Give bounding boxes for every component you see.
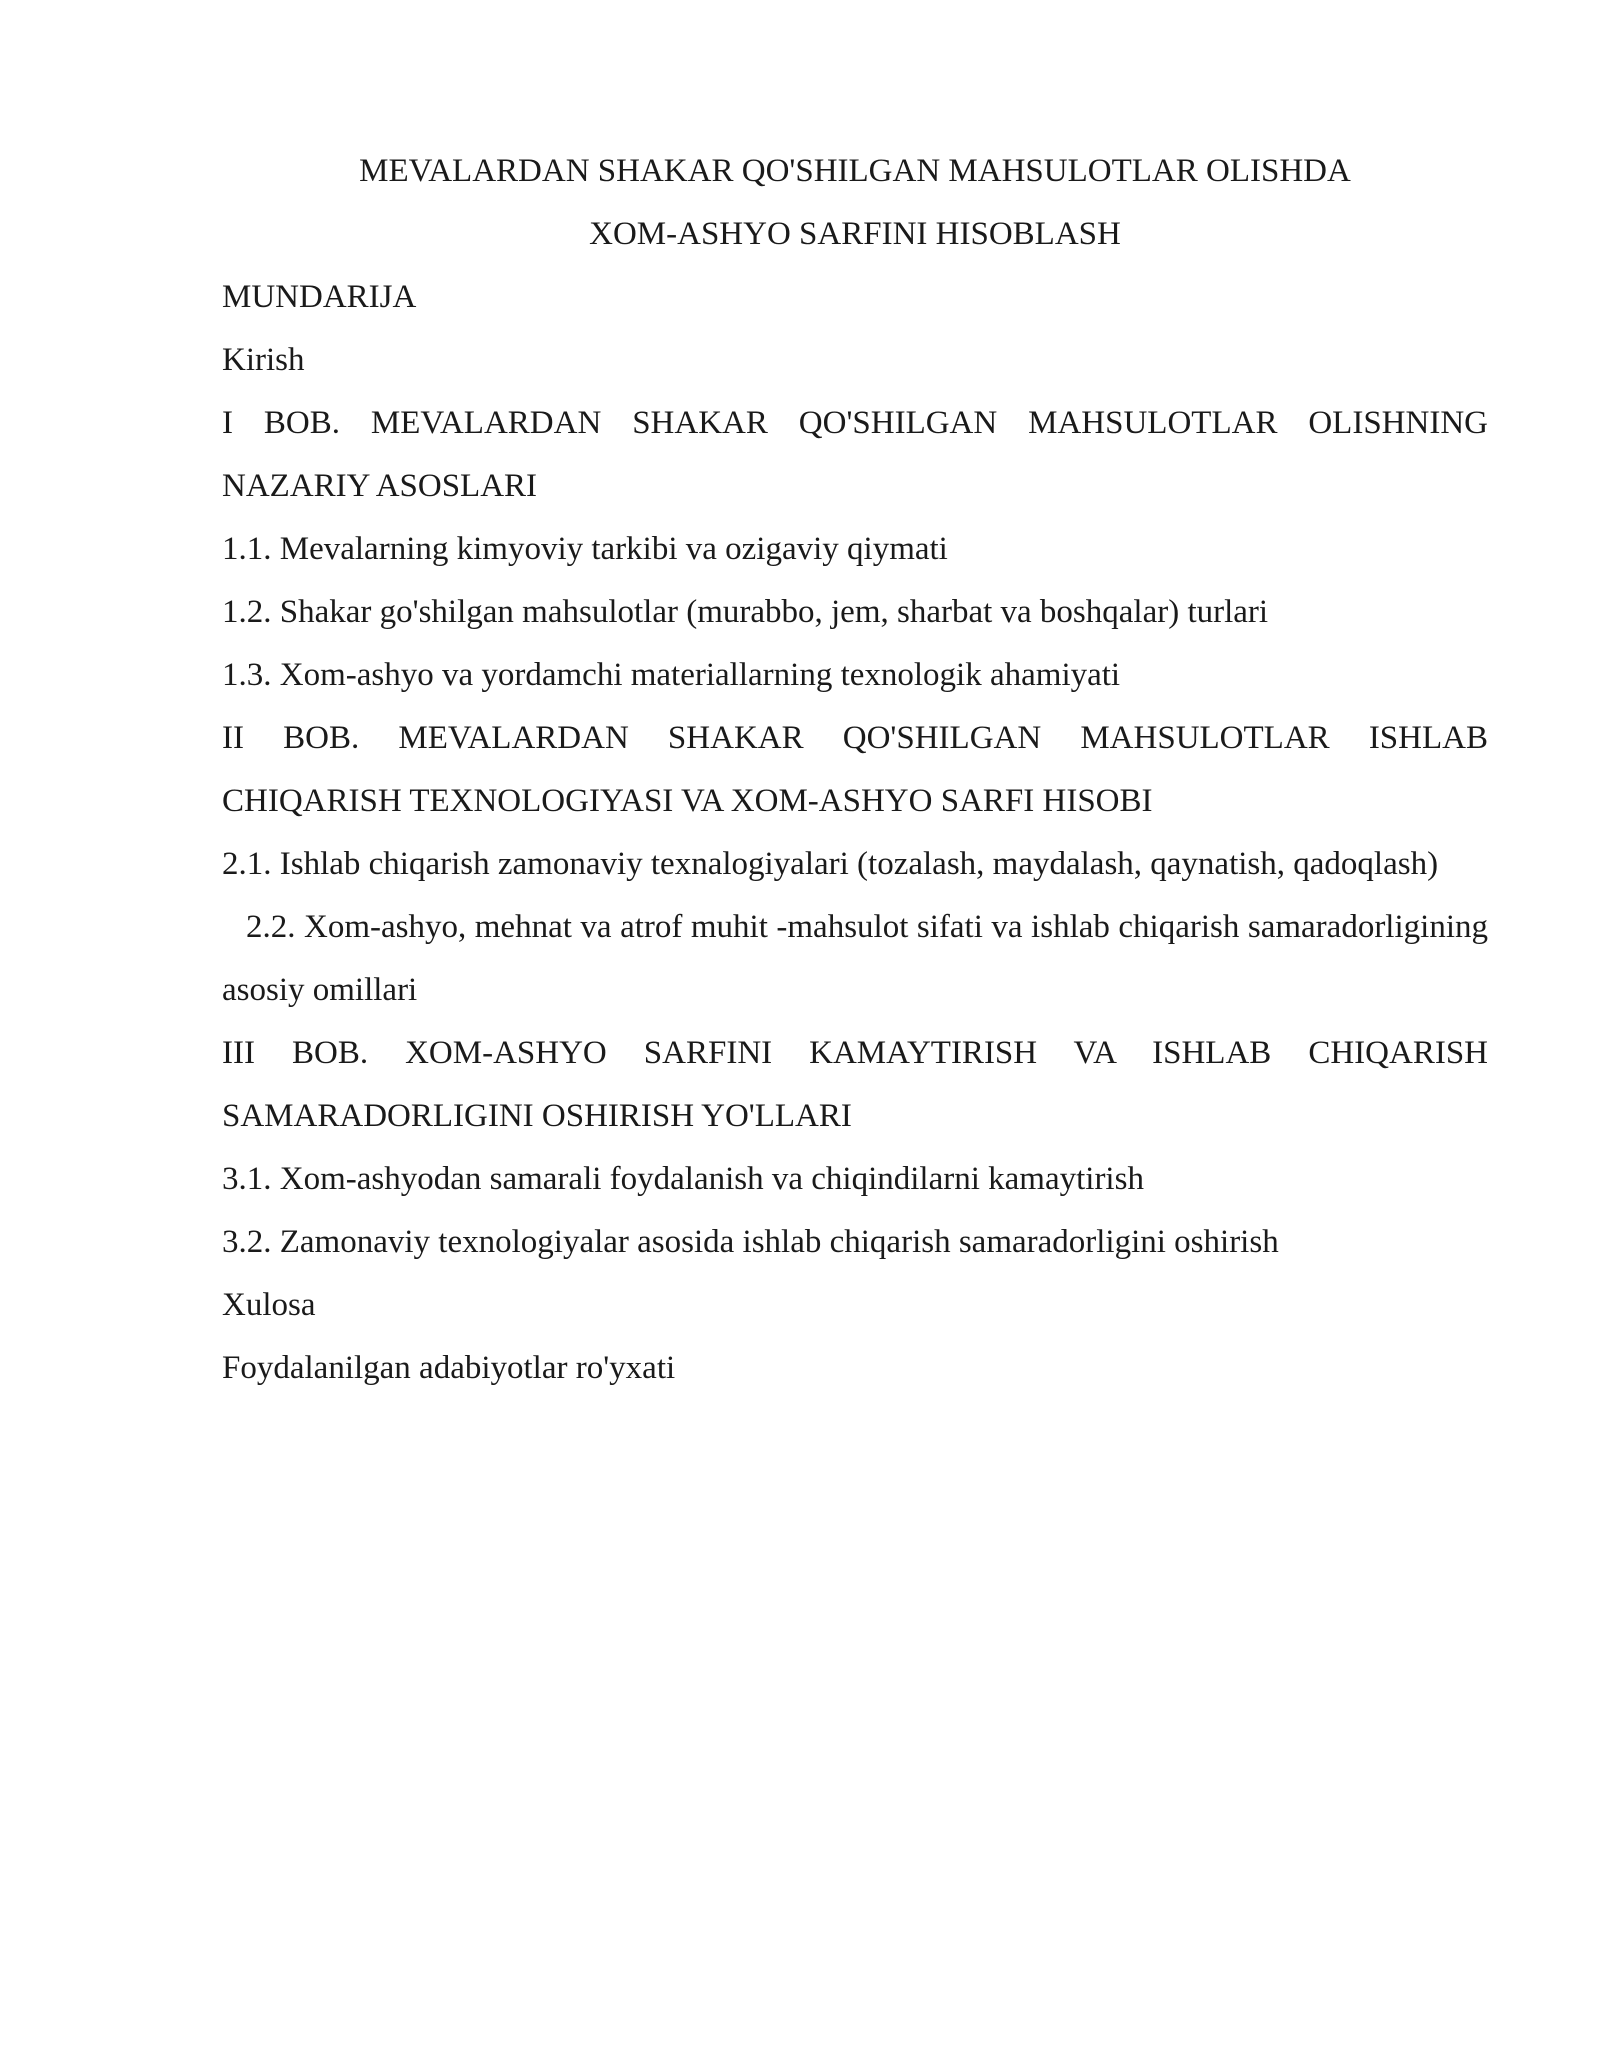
toc-entry-section-3-2: 3.2. Zamonaviy texnologiyalar asosida ishlab chiqarish samaradorligini oshirish [222,1224,1279,1260]
toc-entry-section-1-1: 1.1. Mevalarning kimyoviy tarkibi va ozigaviy qiymati [222,531,948,567]
toc-entry-chapter-2: II BOB. MEVALARDAN SHAKAR QO'SHILGAN MAHSULOTLAR ISHLAB CHIQARISH TEXNOLOGIYASI VA XOM-ASHYO SARFI HISOBI [222,720,1488,819]
toc-entry-chapter-1: I BOB. MEVALARDAN SHAKAR QO'SHILGAN MAHSULOTLAR OLISHNING NAZARIY ASOSLARI [222,405,1488,504]
toc-entry-intro: Kirish [222,342,305,378]
toc-entry-section-3-1: 3.1. Xom-ashyodan samarali foydalanish va chiqindilarni kamaytirish [222,1161,1144,1197]
toc-entry-references: Foydalanilgan adabiyotlar ro'yxati [222,1350,676,1386]
toc-entry-section-1-3: 1.3. Xom-ashyo va yordamchi materiallarning texnologik ahamiyati [222,657,1121,693]
document-title-line-2: XOM-ASHYO SARFINI HISOBLASH [589,216,1121,252]
contents-heading: MUNDARIJA [222,279,417,315]
toc-entry-chapter-3: III BOB. XOM-ASHYO SARFINI KAMAYTIRISH VA ISHLAB CHIQARISH SAMARADORLIGINI OSHIRISH YO'LLARI [222,1035,1488,1134]
toc-entry-conclusion: Xulosa [222,1287,316,1323]
toc-entry-section-2-2: 2.2. Xom-ashyo, mehnat va atrof muhit -mahsulot sifati va ishlab chiqarish samaradorligining asosiy omillari [222,909,1488,1008]
toc-entry-section-2-1: 2.1. Ishlab chiqarish zamonaviy texnalogiyalari (tozalash, maydalash, qaynatish, qadoqlash) [222,846,1439,882]
document-title-line-1: MEVALARDAN SHAKAR QO'SHILGAN MAHSULOTLAR OLISHDA [359,153,1351,189]
toc-entry-section-1-2: 1.2. Shakar go'shilgan mahsulotlar (murabbo, jem, sharbat va boshqalar) turlari [222,594,1269,630]
document-page [222,140,1488,1400]
